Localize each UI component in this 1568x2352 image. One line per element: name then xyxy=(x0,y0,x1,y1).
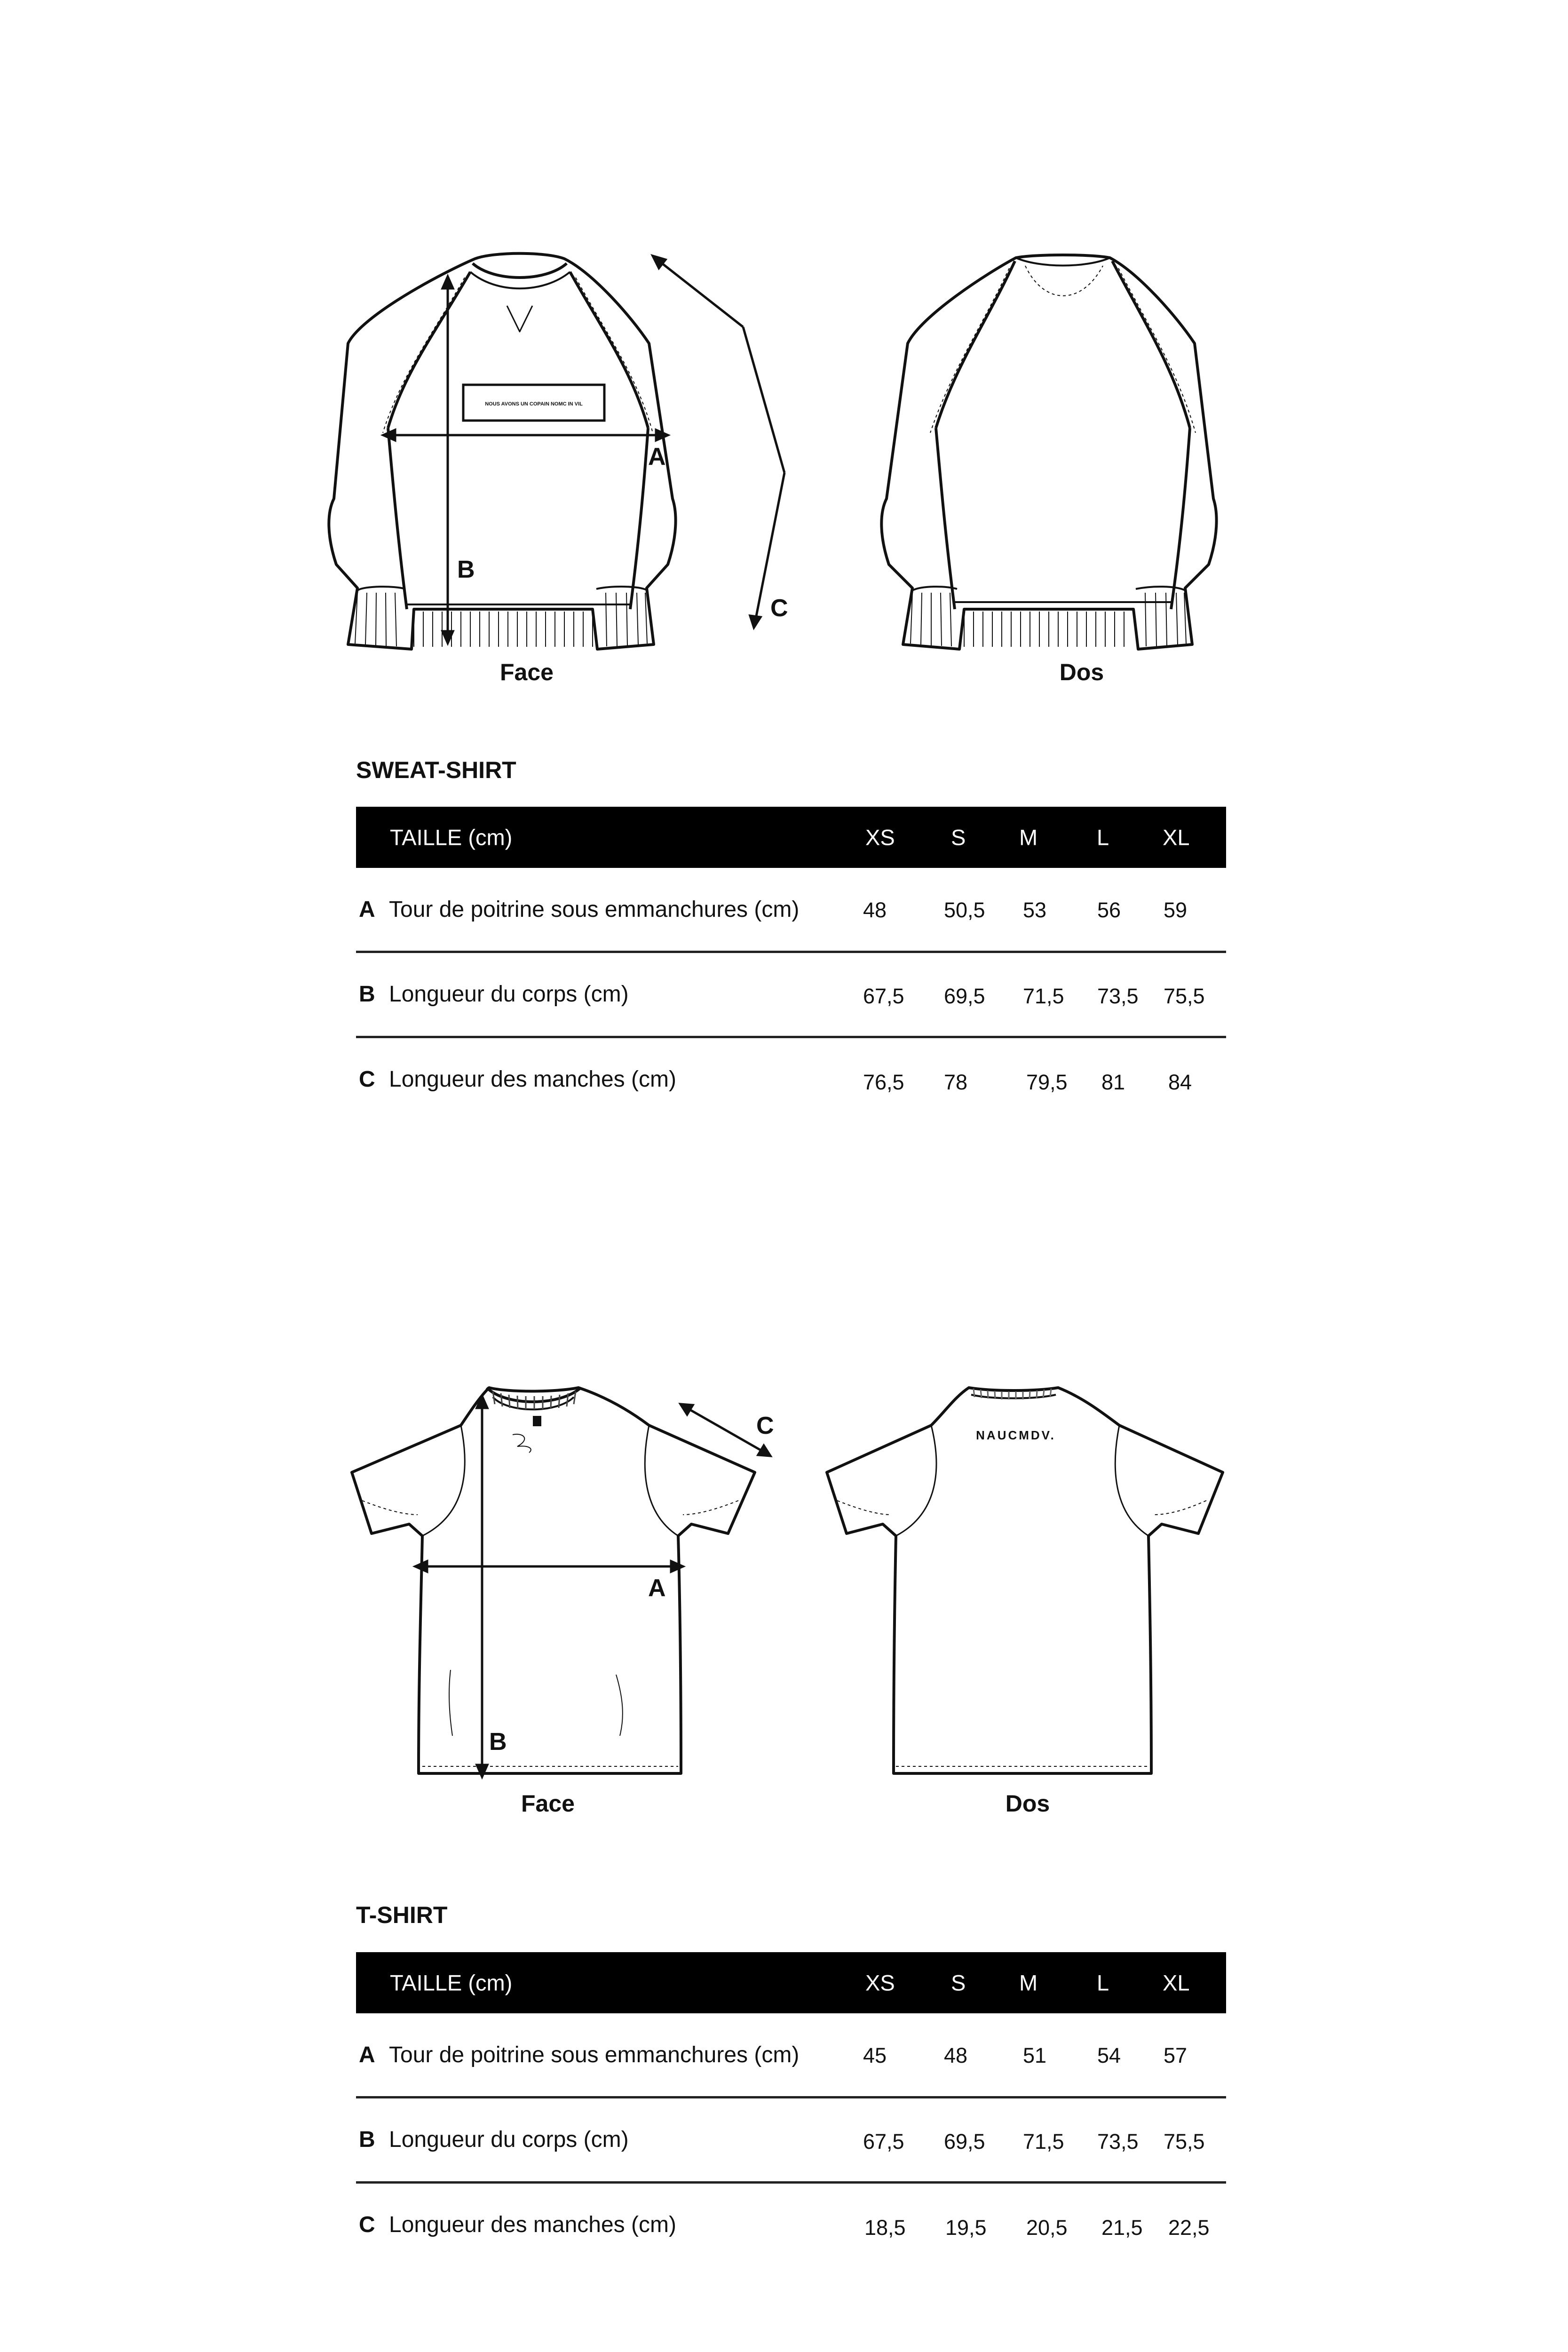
size-s-header: S xyxy=(951,1970,966,1995)
value-s: 69,5 xyxy=(944,984,985,1008)
value-l: 81 xyxy=(1101,1070,1125,1094)
value-xs: 67,5 xyxy=(863,2130,904,2153)
size-l-header: L xyxy=(1097,1970,1109,1995)
size-header-label: TAILLE (cm) xyxy=(390,825,513,850)
value-s: 78 xyxy=(944,1070,968,1094)
value-m: 71,5 xyxy=(1023,984,1064,1008)
value-m: 51 xyxy=(1023,2043,1047,2067)
value-xs: 76,5 xyxy=(863,1070,904,1094)
size-xl-header: XL xyxy=(1163,1970,1190,1995)
value-l: 21,5 xyxy=(1101,2216,1143,2240)
value-xs: 67,5 xyxy=(863,984,904,1008)
row-letter: A xyxy=(359,897,375,922)
value-xs: 45 xyxy=(863,2043,887,2067)
tshirt-section-title: T-SHIRT xyxy=(356,1902,448,1928)
tshirt-back-brand-text: NAUCMDV. xyxy=(976,1428,1056,1442)
tshirt-size-table xyxy=(356,1952,1226,2269)
value-l: 56 xyxy=(1097,898,1121,922)
value-l: 73,5 xyxy=(1097,984,1139,1008)
size-header-label: TAILLE (cm) xyxy=(390,1970,513,1995)
value-xl: 59 xyxy=(1164,898,1188,922)
value-m: 79,5 xyxy=(1026,1070,1068,1094)
row-letter: B xyxy=(359,982,375,1007)
value-m: 53 xyxy=(1023,898,1047,922)
table-row xyxy=(356,2013,1226,2098)
tshirt-back-caption: Dos xyxy=(1005,1790,1050,1817)
tshirt-dim-b-label: B xyxy=(489,1728,507,1756)
size-l-header: L xyxy=(1097,825,1109,850)
value-xl: 84 xyxy=(1168,1070,1192,1094)
value-m: 20,5 xyxy=(1026,2216,1068,2240)
sweatshirt-back-caption: Dos xyxy=(1059,659,1104,685)
tshirt-front-drawing xyxy=(343,1378,814,1802)
value-xs: 48 xyxy=(863,898,887,922)
size-xl-header: XL xyxy=(1163,825,1190,850)
tshirt-dim-c-label: C xyxy=(756,1412,774,1439)
table-row xyxy=(356,2098,1226,2184)
table-header xyxy=(356,807,1226,868)
row-label: Tour de poitrine sous emmanchures (cm) xyxy=(389,2042,800,2067)
table-row xyxy=(356,2184,1226,2269)
sweatshirt-front-drawing xyxy=(282,235,847,659)
row-label: Longueur des manches (cm) xyxy=(389,2212,676,2237)
sweatshirt-face-caption: Face xyxy=(500,659,554,685)
value-m: 71,5 xyxy=(1023,2130,1064,2153)
row-letter: B xyxy=(359,2127,375,2152)
value-xl: 22,5 xyxy=(1168,2216,1210,2240)
row-letter: C xyxy=(359,2212,375,2237)
row-letter: C xyxy=(359,1067,375,1092)
size-xs-header: XS xyxy=(865,1970,895,1995)
value-l: 54 xyxy=(1097,2043,1121,2067)
sweatshirt-dim-a-label: A xyxy=(648,443,666,470)
value-s: 48 xyxy=(944,2043,968,2067)
sweatshirt-back-drawing xyxy=(828,235,1345,659)
size-m-header: M xyxy=(1019,1970,1038,1995)
tshirt-back-drawing xyxy=(818,1378,1289,1802)
row-letter: A xyxy=(359,2042,375,2067)
value-xl: 57 xyxy=(1164,2043,1188,2067)
table-header xyxy=(356,1952,1226,2013)
tshirt-face-caption: Face xyxy=(521,1790,575,1817)
size-s-header: S xyxy=(951,825,966,850)
row-label: Longueur du corps (cm) xyxy=(389,982,629,1007)
value-xl: 75,5 xyxy=(1164,984,1205,1008)
value-s: 69,5 xyxy=(944,2130,985,2153)
sweatshirt-print-text: NOUS AVONS UN COPAIN NOMC IN VIL xyxy=(485,401,583,407)
table-row xyxy=(356,868,1226,953)
row-label: Longueur du corps (cm) xyxy=(389,2127,629,2152)
value-xs: 18,5 xyxy=(864,2216,906,2240)
row-label: Tour de poitrine sous emmanchures (cm) xyxy=(389,897,800,922)
table-row xyxy=(356,953,1226,1038)
value-s: 50,5 xyxy=(944,898,985,922)
table-row xyxy=(356,1038,1226,1123)
tshirt-dim-a-label: A xyxy=(648,1574,666,1602)
sweatshirt-section-title: SWEAT-SHIRT xyxy=(356,757,516,783)
value-s: 19,5 xyxy=(945,2216,987,2240)
sweatshirt-size-table xyxy=(356,807,1226,1123)
size-m-header: M xyxy=(1019,825,1038,850)
row-label: Longueur des manches (cm) xyxy=(389,1067,676,1092)
size-xs-header: XS xyxy=(865,825,895,850)
value-xl: 75,5 xyxy=(1164,2130,1205,2153)
sweatshirt-dim-b-label: B xyxy=(457,556,475,583)
sweatshirt-dim-c-label: C xyxy=(770,595,788,622)
value-l: 73,5 xyxy=(1097,2130,1139,2153)
